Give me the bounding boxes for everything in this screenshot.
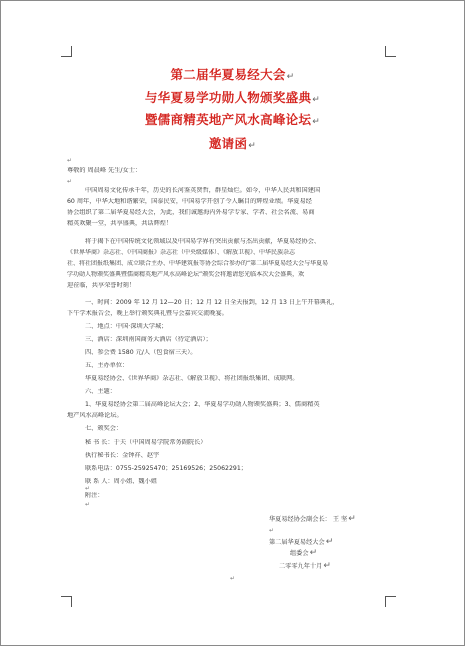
intro-line: 协会组织了第二届华夏易经大会，为此，我们诚邀海内外易学专家、学者、社会名流、易商 [67,209,315,216]
crop-mark-bottom-right [385,596,396,607]
signature-line: 第二届华夏易经大会↵ [269,538,334,547]
paragraph-mark: ↵ [85,501,91,508]
item-line: 华夏易经协会、《世界华商》杂志社、《解放卫视》、将社团报纸集团、成联网。 [85,375,299,382]
intro-line: 60 周年，中华大地和谐繁荣，国泰民安，中国易学开创了令人瞩目的辉煌业绩。华夏易经 [67,198,312,205]
crop-mark-top-left [61,46,72,57]
item-line: 三、酒店：深圳南国商务大酒店（待定酒店）； [85,336,212,343]
attachment-note: 附注： [85,492,104,499]
paragraph-mark: ↵ [230,575,236,582]
item-line: 七、颁奖会： [85,425,123,432]
item-line: 五、主办单位： [85,362,129,369]
title-line-3: 暨儒商精英地产风水高峰论坛↵ [144,112,321,127]
contact-line: 执行秘书长：金钟祥、赵宇 [85,452,160,459]
contact-line: 秘 书 长：于夫（中国周易学院常务副院长） [85,439,207,446]
item-line: 下午学术报告会，晚上举行颁奖典礼暨与会嘉宾交流晚宴。 [67,310,228,317]
intro-line: 将于揭下在中国传统文化领域以及中国易学界有突出贡献与杰出贡献，华夏易经协会、 [85,238,321,245]
intro-line: 中国周易文化传承千年，历史的长河鉴英贤哲，群星灿烂。如今，中华人民共和国建国 [85,187,321,194]
item-line: 地产风水高峰论坛。 [67,412,123,419]
signature-date: 二零零九年十月↵ [279,562,331,571]
intro-line: 学功勋人物颁奖盛典暨儒商精英地产风水高峰论坛”颁奖会将邀请您光临本次大会盛典，欢 [67,271,305,278]
crop-mark-top-right [385,46,396,57]
greeting: 尊敬的 周晨峰 先生/女士： [67,167,142,174]
signature-line: 华夏易经协会副会长： 王 坚↵ [269,515,356,524]
item-line: 六、主题： [85,388,116,395]
crop-mark-bottom-left [61,596,72,607]
paragraph-mark: ↵ [85,485,91,492]
contact-line: 联 系 人：周小姐、魏小姐 [85,478,157,485]
item-line: 四、参会费 1580 元/人（包食宿三天）。 [85,349,197,356]
title-line-1: 第二届华夏易经大会↵ [170,67,295,82]
paragraph-mark: ↵ [67,157,73,164]
signature-line: 组委会↵ [290,549,318,558]
paragraph-mark: ↵ [67,178,73,185]
paragraph-mark: ↵ [269,527,275,534]
title-line-2: 与华夏易学功勋人物颁奖盛典↵ [144,90,321,105]
intro-line: 迎莅临，共享荣誉时刻！ [67,282,136,289]
item-line: 二、地点：中国·深圳大学城； [85,323,168,330]
item-line: 一、时间：2009 年 12 月 12—20 日；12 月 12 日全天报到，12 月 13 日上午开幕典礼， [85,299,339,306]
title-line-4: 邀请函↵ [208,136,257,151]
intro-line: 社、将社团报纸集团、成立联合主办、中华建筑报等协会综合参办的“第二届华夏易经大会与华夏易 [67,260,329,267]
item-line: 1、华夏易经协会第二届高峰论坛大会；2、华夏易学功勋人物颁奖盛典；3、儒商精英 [85,401,320,408]
contact-line: 联系电话：0755-25925470；25169526；25062291； [85,465,247,472]
intro-line: 《世界华商》杂志社、《中国商报》杂志社（中央级媒体）、《解放卫视》、中华民族杂志 [67,249,296,256]
intro-line: 精英欢聚一堂，共享盛典，共话辉煌！ [67,220,173,227]
